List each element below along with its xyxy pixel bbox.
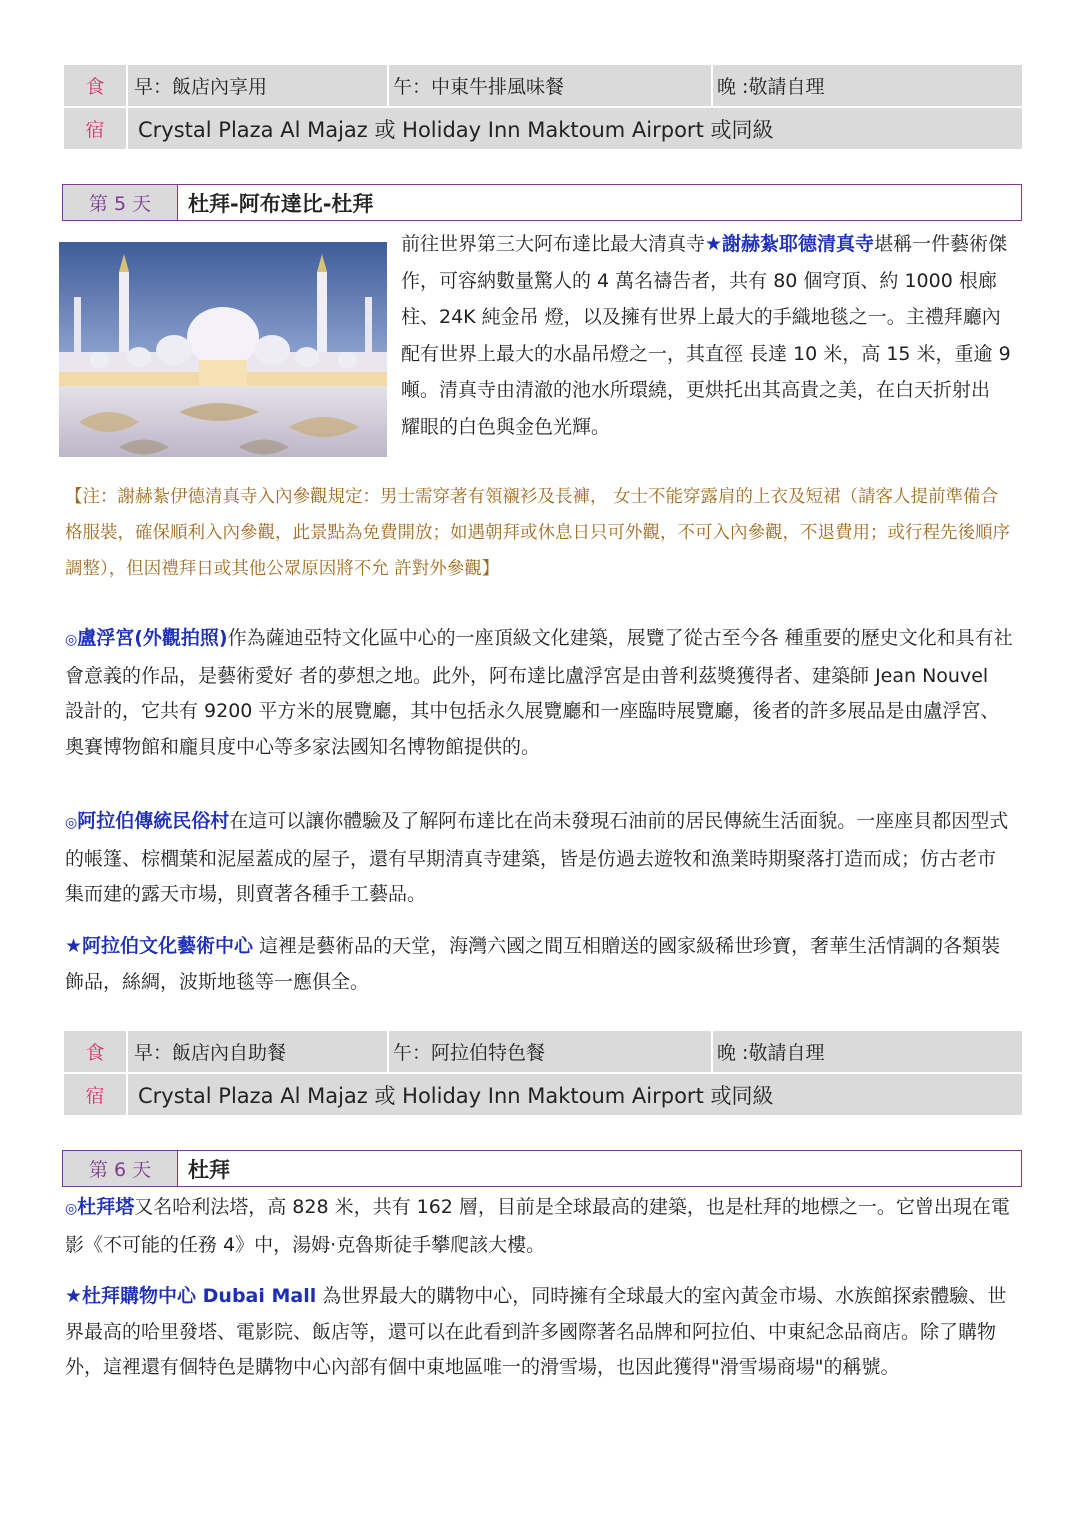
dinner-cell: 晚 :敬請自理 xyxy=(712,64,1023,107)
mall-name: ★杜拜購物中心 Dubai Mall xyxy=(65,1285,317,1307)
mosque-text: 堪稱一件藝術傑作，可容納數量驚人的 4 萬名禱告者，共有 80 個穹頂、約 1000 根廊柱、24K 純金吊 燈，以及擁有世界上最大的手織地毯之一。主禮拜廳內配有世界上最大的水晶吊燈之一，其直徑 長達 10 米，高 15 米，重逾 9 噸。清真寺由清澈的池水所環繞，更烘托出其高貴之美，在白天折射出 耀眼的白色與金色光輝。 xyxy=(401,233,1011,438)
mosque-photo xyxy=(59,242,387,457)
mosque-name: ★謝赫紮耶德清真寺 xyxy=(705,233,875,255)
arts-name: ★阿拉伯文化藝術中心 xyxy=(65,935,254,957)
louvre-name: 盧浮宮(外觀拍照) xyxy=(77,627,228,649)
mall-text: 為世界最大的購物中心，同時擁有全球最大的室內黃金市場、水族館探索體驗、世界最高的哈里發塔、電影院、飯店等，還可以在此看到許多國際著名品牌和阿拉伯、中東紀念品商店。除了購物外，這裡還有個特色是購物中心內部有個中東地區唯一的滑雪場，也因此獲得"滑雪場商場"的稱號。 xyxy=(65,1285,1007,1378)
tower-name: 杜拜塔 xyxy=(77,1196,135,1218)
arts-text: 這裡是藝術品的天堂，海灣六國之間互相贈送的國家級稀世珍寶，奢華生活情調的各類裝飾品，絲綢，波斯地毯等一應俱全。 xyxy=(65,935,1001,993)
lunch-cell: 午：中東牛排風味餐 xyxy=(388,64,712,107)
louvre-text: 作為薩迪亞特文化區中心的一座頂級文化建築，展覽了從古至今各 種重要的歷史文化和具有社會意義的作品，是藝術愛好 者的夢想之地。此外，阿布達比盧浮宮是由普利茲獎獲得者、建築師 Jean Nouvel 設計的，它共有 9200 平方米的展覽廳，其中包括永久展覽廳和一座臨時展覽廳，後者的許多展品是由盧浮宮、奧賽博物館和龐貝度中心等多家法國知名博物館提供的。 xyxy=(65,627,1013,758)
mosque-lead: 前往世界第三大阿布達比最大清真寺 xyxy=(401,233,706,255)
tower-text: 又名哈利法塔，高 828 米，共有 162 層，目前是全球最高的建築，也是杜拜的地標之一。它曾出現在電影《不可能的任務 4》中，湯姆·克魯斯徒手攀爬該大樓。 xyxy=(65,1196,1010,1256)
mall-paragraph xyxy=(65,1279,1013,1386)
day-title: 杜拜-阿布達比-杜拜 xyxy=(188,191,374,216)
bullet-icon: ◎ xyxy=(65,815,78,831)
village-text: 在這可以讓你體驗及了解阿布達比在尚未發現石油前的居民傳統生活面貌。一座座貝都因型式的帳篷、棕櫚葉和泥屋蓋成的屋子，還有早期清真寺建築，皆是仿過去遊牧和漁業時期聚落打造而成；仿古老市集而建的露天市場，則賣著各種手工藝品。 xyxy=(65,810,1009,905)
dinner-cell: 晚 :敬請自理 xyxy=(712,1030,1023,1073)
mosque-note: 【注：謝赫紮伊德清真寺入內參觀規定：男士需穿著有領襯衫及長褲， 女士不能穿露肩的上衣及短裙（請客人提前準備合格服裝，確保順利入內參觀，此景點為免費開放；如遇朝拜或休息日只可外觀，不可入內參觀，不退費用；或行程先後順序調整），但因禮拜日或其他公眾原因將不允 許對外參觀】 xyxy=(65,487,1010,579)
day-title: 杜拜 xyxy=(188,1157,230,1182)
day-6-header xyxy=(62,1150,1022,1187)
louvre-paragraph xyxy=(65,621,1013,765)
bullet-icon: ◎ xyxy=(65,632,78,648)
bullet-icon: ◎ xyxy=(65,1201,78,1217)
stay-label: 宿 xyxy=(63,107,127,150)
day-5-header xyxy=(62,184,1022,221)
breakfast-cell: 早：飯店內自助餐 xyxy=(127,1030,388,1073)
breakfast-cell: 早：飯店內享用 xyxy=(127,64,388,107)
stay-label: 宿 xyxy=(63,1073,127,1116)
hotel-cell: Crystal Plaza Al Majaz 或 Holiday Inn Maktoum Airport 或同級 xyxy=(127,1073,1023,1116)
village-name: 阿拉伯傳統民俗村 xyxy=(77,810,230,832)
mosque-description xyxy=(401,226,1013,445)
village-paragraph xyxy=(65,804,1013,913)
day-number: 第 5 天 xyxy=(63,185,178,220)
meal-table-2 xyxy=(62,1029,1024,1117)
arts-paragraph xyxy=(65,929,1013,1000)
meal-table-1 xyxy=(62,63,1024,151)
hotel-cell: Crystal Plaza Al Majaz 或 Holiday Inn Maktoum Airport 或同級 xyxy=(127,107,1023,150)
food-label: 食 xyxy=(63,64,127,107)
day-number: 第 6 天 xyxy=(63,1151,178,1186)
food-label: 食 xyxy=(63,1030,127,1073)
tower-paragraph xyxy=(65,1190,1013,1263)
lunch-cell: 午：阿拉伯特色餐 xyxy=(388,1030,712,1073)
